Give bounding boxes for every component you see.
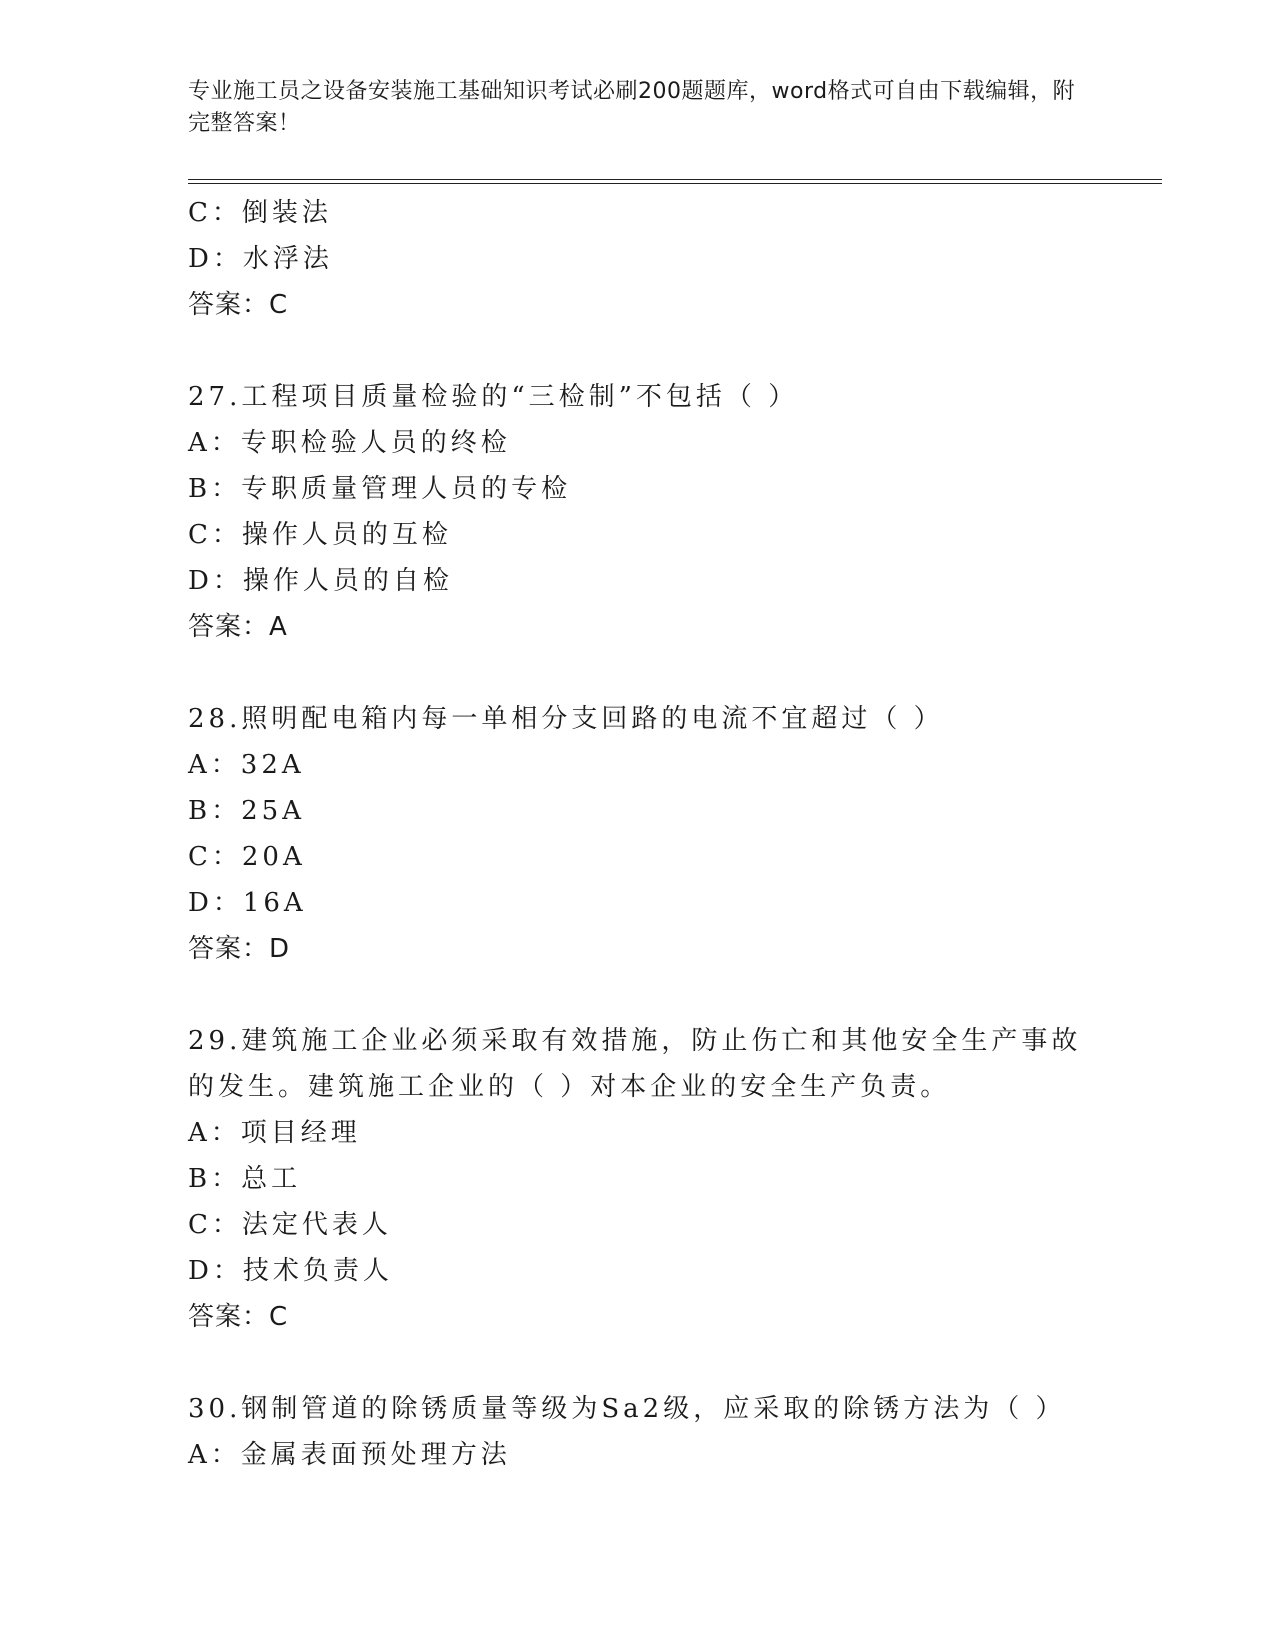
question-text: 28.照明配电箱内每一单相分支回路的电流不宜超过（ ） bbox=[188, 704, 944, 734]
question-28 bbox=[188, 696, 1088, 972]
option-d: D：技术负责人 bbox=[188, 1256, 393, 1286]
question-list bbox=[188, 190, 1088, 1478]
option-a: A：项目经理 bbox=[188, 1118, 361, 1148]
question-29 bbox=[188, 1018, 1088, 1340]
option-a: A：32A bbox=[188, 750, 305, 780]
question-26-tail bbox=[188, 190, 1088, 328]
spacer bbox=[188, 650, 1088, 696]
option-d: D：水浮法 bbox=[188, 244, 333, 274]
option-a: A：金属表面预处理方法 bbox=[188, 1440, 511, 1470]
spacer bbox=[188, 972, 1088, 1018]
question-30 bbox=[188, 1386, 1088, 1478]
answer: 答案：C bbox=[188, 1302, 289, 1332]
spacer bbox=[188, 328, 1088, 374]
question-27 bbox=[188, 374, 1088, 650]
option-c: C：法定代表人 bbox=[188, 1210, 392, 1240]
header-rule-top bbox=[188, 179, 1162, 180]
question-text: 30.钢制管道的除锈质量等级为Sa2级，应采取的除锈方法为（ ） bbox=[188, 1394, 1066, 1424]
option-b: B：25A bbox=[188, 796, 305, 826]
option-c: C：倒装法 bbox=[188, 198, 332, 228]
answer: 答案：D bbox=[188, 934, 291, 964]
header-rule-bottom bbox=[188, 183, 1162, 184]
answer: 答案：A bbox=[188, 612, 288, 642]
option-b: B：总工 bbox=[188, 1164, 302, 1194]
answer: 答案：C bbox=[188, 290, 289, 320]
option-a: A：专职检验人员的终检 bbox=[188, 428, 511, 458]
question-text: 27.工程项目质量检验的“三检制”不包括（ ） bbox=[188, 382, 799, 412]
spacer bbox=[188, 1340, 1088, 1386]
option-d: D：操作人员的自检 bbox=[188, 566, 453, 596]
question-text: 29.建筑施工企业必须采取有效措施，防止伤亡和其他安全生产事故的发生。建筑施工企业的（ ）对本企业的安全生产负责。 bbox=[188, 1026, 1082, 1102]
option-d: D：16A bbox=[188, 888, 307, 918]
option-c: C：操作人员的互检 bbox=[188, 520, 452, 550]
option-c: C：20A bbox=[188, 842, 306, 872]
document-header: 专业施工员之设备安装施工基础知识考试必刷200题题库，word格式可自由下载编辑，附完整答案！ bbox=[188, 79, 1076, 136]
option-b: B：专职质量管理人员的专检 bbox=[188, 474, 572, 504]
